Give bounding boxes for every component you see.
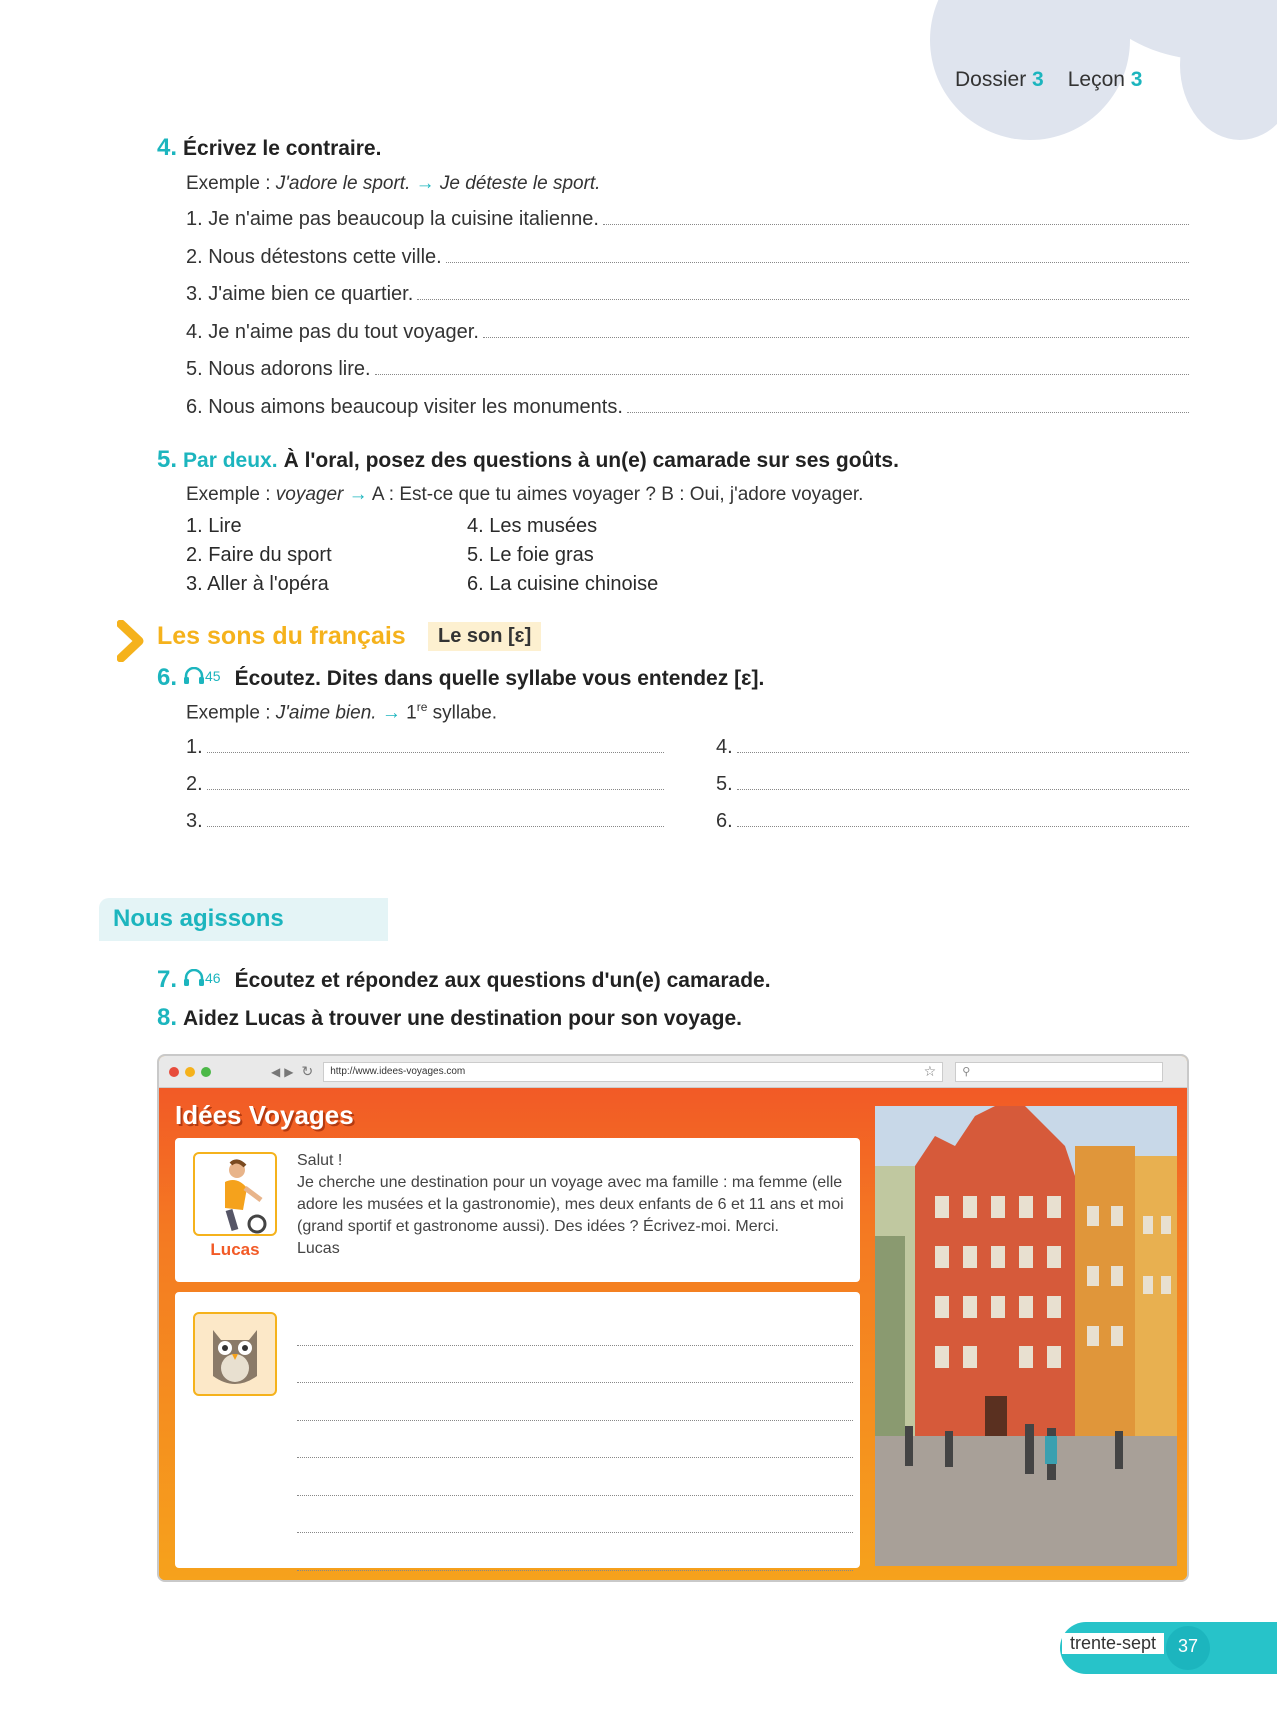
answer-line[interactable]	[297, 1533, 853, 1571]
photo-stockholm-square	[875, 1106, 1177, 1566]
item-text: 6. Nous aimons beaucoup visiter les monuments.	[186, 395, 623, 418]
track-number: 45	[205, 668, 221, 684]
exercise-6-example: Exemple : J'aime bien. → 1re syllabe.	[186, 700, 498, 724]
exercise-6-title: 6. 45 Écoutez. Dites dans quelle syllabe vous entendez [ɛ].	[157, 664, 765, 691]
item-text: 4. Je n'aime pas du tout voyager.	[186, 320, 479, 343]
exercise-5-example: Exemple : voyager → A : Est-ce que tu aimes voyager ? B : Oui, j'adore voyager.	[186, 484, 864, 505]
exercise-4-example: Exemple : J'adore le sport. → Je déteste le sport.	[186, 173, 601, 194]
answer-line[interactable]	[737, 737, 1189, 753]
item-number: 1.	[186, 736, 203, 758]
answer-row	[186, 283, 1189, 321]
section-title-nous-agissons: Nous agissons	[99, 898, 388, 941]
answer-line[interactable]	[417, 284, 1189, 300]
message-line: Je cherche une destination pour un voyage avec ma famille : ma femme (elle adore les musées et la gastronomie), mes deux enfants de 6 et 11 ans et moi (grand sportif et gastronome aussi). Des idées ? Écrivez-moi. Merci.	[297, 1174, 844, 1235]
answer-line[interactable]	[375, 359, 1189, 375]
answer-line[interactable]	[207, 774, 664, 790]
answer-row	[186, 321, 1189, 359]
browser-search-input[interactable]	[955, 1062, 1163, 1082]
exercise-6-col1	[186, 736, 664, 847]
close-dot-icon[interactable]	[169, 1067, 179, 1077]
answer-row	[186, 208, 1189, 246]
page-number: 37	[1177, 1636, 1199, 1656]
site-title: Idées Voyages	[175, 1100, 354, 1130]
item-text: 5. Nous adorons lire.	[186, 358, 371, 380]
answer-row	[716, 736, 1189, 773]
reload-icon[interactable]: ↻	[301, 1063, 314, 1079]
answer-lines[interactable]	[297, 1308, 853, 1571]
lecon-label: Leçon 3	[1067, 68, 1143, 91]
message-line: Lucas	[297, 1240, 340, 1257]
forward-icon[interactable]: ▶	[284, 1064, 294, 1079]
url-text: http://www.idees-voyages.com	[330, 1066, 466, 1077]
answer-line[interactable]	[297, 1458, 853, 1496]
minimize-dot-icon[interactable]	[185, 1067, 195, 1077]
headphones-icon[interactable]	[183, 969, 221, 987]
answer-line[interactable]	[207, 737, 664, 753]
answer-line[interactable]	[737, 774, 1189, 790]
list-item: 5. Le foie gras	[467, 544, 594, 566]
list-item: 3. Aller à l'opéra	[186, 573, 329, 595]
exercise-8-title: 8. Aidez Lucas à trouver une destination pour son voyage.	[157, 1004, 742, 1031]
answer-row	[186, 810, 664, 847]
item-text: 3. J'aime bien ce quartier.	[186, 283, 414, 305]
answer-line[interactable]	[297, 1383, 853, 1421]
section-title-sons: Les sons du français	[157, 622, 406, 650]
exercise-4-title: 4. Écrivez le contraire.	[157, 134, 382, 161]
message-text	[297, 1150, 853, 1260]
answer-row	[186, 736, 664, 773]
answer-line[interactable]	[297, 1496, 853, 1534]
answer-line[interactable]	[737, 811, 1189, 827]
item-number: 5.	[716, 773, 733, 795]
exercise-5-col1	[186, 512, 332, 599]
track-number: 46	[205, 970, 221, 986]
author-name: Lucas	[210, 1240, 260, 1259]
reply-card	[175, 1292, 860, 1568]
answer-row	[186, 396, 1189, 434]
page-header	[955, 68, 1142, 92]
avatar	[193, 1312, 277, 1396]
answer-row	[186, 246, 1189, 284]
item-number: 2.	[186, 773, 203, 795]
list-item: 6. La cuisine chinoise	[467, 573, 659, 595]
chevron-right-icon	[117, 620, 149, 662]
son-badge: Le son [ɛ]	[428, 622, 541, 651]
maximize-dot-icon[interactable]	[201, 1067, 211, 1077]
answer-row	[186, 358, 1189, 396]
message-line: Salut !	[297, 1152, 343, 1169]
list-item: 2. Faire du sport	[186, 544, 332, 566]
item-number: 6.	[716, 810, 733, 832]
exercise-5-col2	[467, 512, 658, 599]
dossier-label: Dossier 3	[955, 68, 1044, 91]
list-item: 1. Lire	[186, 515, 242, 537]
answer-row	[186, 773, 664, 810]
star-icon[interactable]: ☆	[923, 1063, 937, 1079]
exercise-7-title: 7. 46 Écoutez et répondez aux questions d'un(e) camarade.	[157, 966, 771, 993]
exercise-4-items	[186, 208, 1189, 433]
item-number: 4.	[716, 736, 733, 758]
website-content	[159, 1088, 1187, 1582]
header-decoration	[1180, 0, 1277, 140]
owl-icon	[195, 1314, 275, 1394]
page-word: trente-sept	[1062, 1633, 1164, 1654]
item-number: 3.	[186, 810, 203, 832]
back-icon[interactable]: ◀	[271, 1064, 281, 1079]
answer-line[interactable]	[207, 811, 664, 827]
address-bar[interactable]	[323, 1062, 943, 1082]
answer-row	[716, 810, 1189, 847]
message-card	[175, 1138, 860, 1282]
list-item: 4. Les musées	[467, 515, 598, 537]
avatar	[193, 1152, 277, 1236]
answer-row	[716, 773, 1189, 810]
headphones-icon[interactable]	[183, 667, 221, 685]
answer-line[interactable]	[446, 247, 1189, 263]
cyclist-icon	[195, 1154, 275, 1234]
answer-line[interactable]	[603, 209, 1189, 225]
answer-line[interactable]	[297, 1421, 853, 1459]
item-text: 2. Nous détestons cette ville.	[186, 245, 442, 268]
answer-line[interactable]	[297, 1308, 853, 1346]
answer-line[interactable]	[483, 322, 1189, 338]
item-text: 1. Je n'aime pas beaucoup la cuisine italienne.	[186, 208, 599, 230]
exercise-6-col2	[716, 736, 1189, 847]
answer-line[interactable]	[297, 1346, 853, 1384]
answer-line[interactable]	[627, 397, 1189, 413]
browser-window	[157, 1054, 1189, 1582]
browser-toolbar	[159, 1056, 1187, 1088]
exercise-5-title: 5. Par deux. À l'oral, posez des questions à un(e) camarade sur ses goûts.	[157, 446, 899, 473]
search-icon: ⚲	[962, 1066, 971, 1078]
